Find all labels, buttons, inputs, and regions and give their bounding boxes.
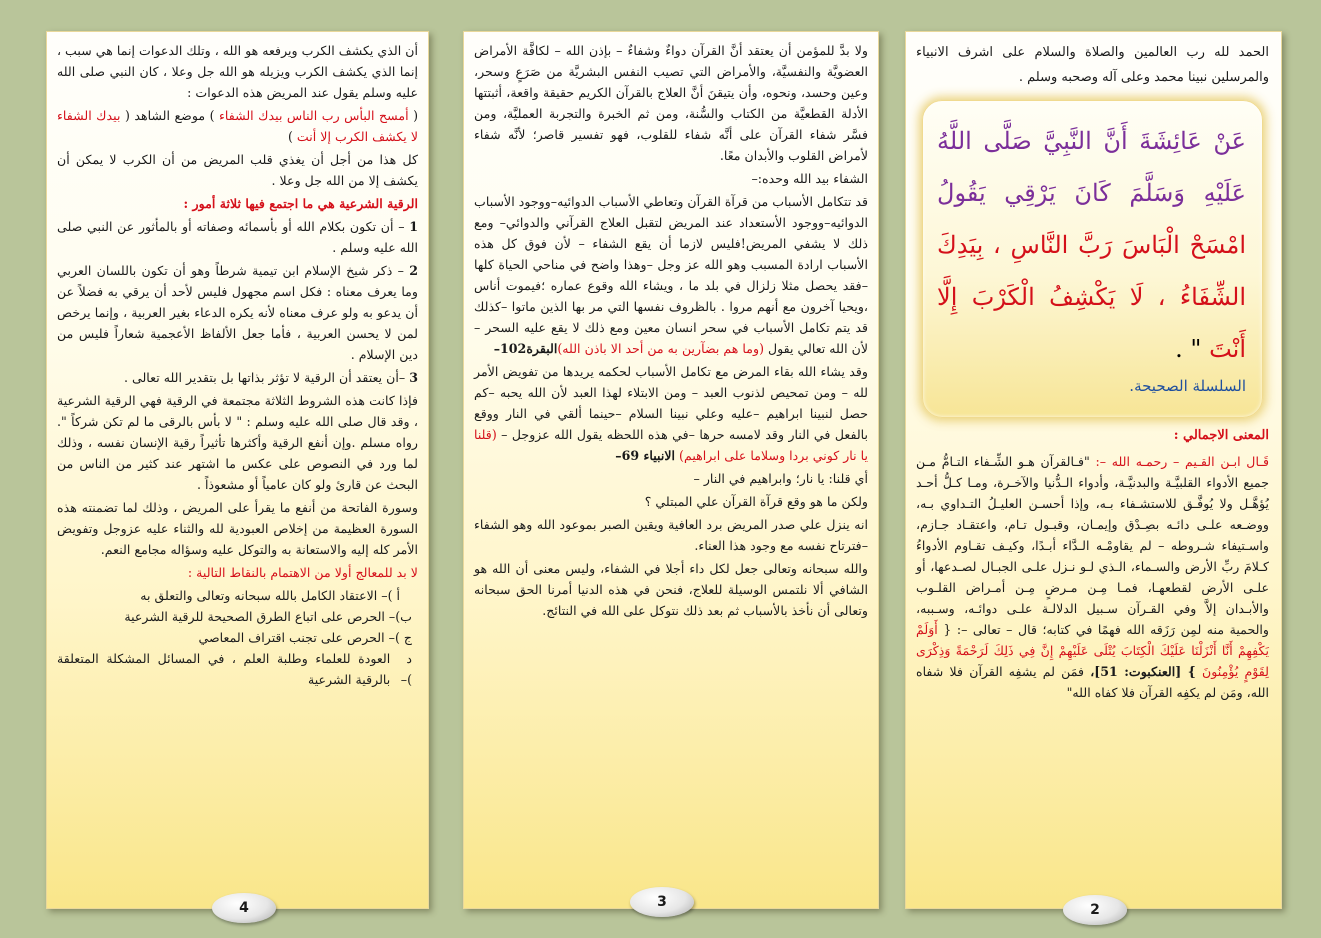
meaning-title: المعنى الاجمالي : (1173, 428, 1269, 443)
page-3-para-3: قد تتكامل الأسباب من قرآة القرآن وتعاطي الأسباب الدوائيه–ووجود الأسباب الدوائيه–ووجود الأستعداد عند المريض لتقبل العلاج القرآني والدوائي– ومع ذلك لا يشفي المريض!فليس لازما أن يقع الشفاء – لأن فوق كل هذه الأسباب ارادة المسبب وهو الله عز وجل –وهذا واضح في مناحي الحياة كلها –فقد يحصل مثلا زلزال في بلد ما ، ويشاء الله وقوع عماره ؛فيموت أناس ،ويحيا آخرون مع أنهم مروا . بالظروف نفسها التي مر بها الذين ماتوا –كذلك قد يتم تكامل الأسباب في سحر انسان معين ومع ذلك لا يقع عليه السحر –لأن الله تعالي يقول (وما هم بضآرين به من أحد الا باذن الله)البقرة102– (474, 194, 868, 356)
page-number-2: 2 (1063, 895, 1127, 925)
page-3-text (474, 40, 868, 621)
hadith-source: السلسلة الصحيحة. (1129, 377, 1246, 395)
hadith-box (922, 100, 1263, 418)
condition-2: 2 – ذكر شيخ الإسلام ابن تيمية شرطاً وهو أن تكون باللسان العربي وما يعرف معناه : فكل اسم مجهول فليس لأحد أن يرقي به فضلاً عن أن يدعو به ولو عرف معناه لأنه يكره الدعاء بغير العربية ، وإنما يرخص لمن لا يحسن العربية ، فأما جعل الألفاظ الأعجمية شعاراً فليس من دين الإسلام . (57, 263, 418, 362)
quran-quote-anbiya: (قلنا يا نار كوني بردا وسلاما على ابراهيم) (474, 427, 868, 463)
hadith-narration: عَنْ عَائِشَةَ أَنَّ النَّبِيَّ صَلَّى اللَّهُ عَلَيْهِ وَسَلَّمَ كَانَ يَرْقِي يَقُولُ (937, 127, 1246, 207)
page-3-para-6: ولكن ما هو وقع قرآة القرآن علي المبتلي ؟ (644, 494, 868, 509)
point-a: أ )– الاعتقاد الكامل بالله سبحانه وتعالى والتعلق به (140, 588, 400, 603)
page-3-para-5: أي قلنا: يا نار؛ وابراهيم في النار – (693, 471, 868, 486)
quran-quote-baqarah: (وما هم بضآرين به من أحد الا باذن الله) (557, 341, 764, 356)
page-3-para-8: والله سبحانه وتعالى جعل لكل داء أجلا في الشفاء، وليس معنى أن الله هو الشافي ألا نلتمس الوسيلة للعلاج، فنحن في هذه الدنيا أمرنا الحق سبحانه وتعالى أن نأخذ بالأسباب ثم بعد ذلك نتوكل على الله في النتائج. (474, 561, 868, 618)
page-4-para-5: وسورة الفاتحة من أنفع ما يقرأ على المريض ، وذلك لما تضمنته هذه السورة العظيمة من إخلاص العبودية لله والثناء عليه عزوجل وتفويض الأمر كله إليه والاستعانة به والتوكل عليه وسؤاله مجامع النعم. (57, 500, 418, 557)
page-2-intro: الحمد لله رب العالمين والصلاة والسلام على اشرف الانبياء والمرسلين نبينا محمد وعلى آله وصحبه وسلم . (916, 45, 1269, 85)
dua-quote-1: أمسح البأس رب الناس بيدك الشفاء (218, 108, 409, 123)
page-number-3: 3 (630, 887, 694, 917)
hadith-text: عَنْ عَائِشَةَ أَنَّ النَّبِيَّ صَلَّى اللَّهُ عَلَيْهِ وَسَلَّمَ كَانَ يَرْقِي يَقُولُ امْسَحْ الْبَاسَ رَبَّ النَّاسِ ، بِيَدِكَ الشِّفَاءُ ، لَا يَكْشِفُ الْكَرْبَ إِلَّا أَنْتَ " . (937, 127, 1246, 363)
ayah-ankabut: أَوَلَمْ يَكْفِهِمْ أَنَّا أَنْزَلْنَا عَلَيْكَ الْكِتَابَ يُتْلَى عَلَيْهِمْ إِنَّ فِي ذَلِكَ لَرَحْمَةً وَذِكْرَى لِقَوْمٍ يُؤْمِنُونَ (916, 622, 1269, 679)
condition-3: 3 –أن يعتقد أن الرقية لا تؤثر بذاتها بل بتقدير الله تعالى . (123, 370, 418, 385)
page-3-para-4: وقد يشاء الله بقاء المرض مع تكامل الأسباب لحكمه يريدها من تفويض الأمر لله – ومن تمحيص لذنوب العبد – ومن الابتلاء لهذا العبد لأن الله يحبه –كم حصل لنبينا ابراهيم –عليه وعلي نبينا السلام –حينما ألقي في النار ووقع بالفعل في النار وقد لامسه حرها –في هذه اللحظه يقول الله عزوجل – (قلنا يا نار كوني بردا وسلاما على ابراهيم) الانبياء 69– (474, 364, 868, 463)
scholar-name: قَـال ابـن القـيم – رحمـه الله –: (1095, 454, 1270, 469)
page-4-text (57, 40, 418, 690)
page-2-body: قَـال ابـن القـيم – رحمـه الله –: "فـالقرآن هـو الشِّـفاء التـامُّ مـن جميع الأدواء القلبيَّـة والبدنيَّـة، وأدواء الـدُّنيا والآخـرة، ومـا كـلُّ أحـد يُؤهَّـل ولا يُوفَّـق للاستشـفاء بـه، وإذا أحسـن العليـلُ التـداوي بـه، ووضـعه علـى دائـه بصِـدْق وإيمـان، وقبـول تـام، واعتقـاد جـازم، واسـتيفاء شـروطه – لم يقاومْـه الـدَّاء أبـدًا، وكيـف تقـاوم الأدواءُ كـلامَ ربِّ الأرض والسـماء، الـذي لـو نـزل علـى الجبـال لصـدعها، أو علـى الأرض لقطعهـا، فمـا مِـن مـرضٍ مِـن أمـراض القلـوب والأبـدان إلاَّ وفي القـرآن سـبيل الدلالـة علـى دوائـه، وسـببه، والحمية منه لمِن رَزَقه الله فهمًا في كتابه؛ قال – تعالى –: { أَوَلَمْ يَكْفِهِمْ أَنَّا أَنْزَلْنَا عَلَيْكَ الْكِتَابَ يُتْلَى عَلَيْهِمْ إِنَّ فِي ذَلِكَ لَرَحْمَةً وَذِكْرَى لِقَوْمٍ يُؤْمِنُونَ } [العنكبوت: 51]، فمَن لم يشفِه القرآن فلا شفاه الله، ومَن لم يكفِه القرآن فلا كفاه الله" (916, 454, 1270, 700)
page-4-para-4: فإذا كانت هذه الشروط الثلاثة مجتمعة في الرقية فهي الرقية الشرعية ، وقد قال صلى الله عليه وسلم : " لا بأس بالرقى ما لم تكن شركاً ". رواه مسلم .وإن أنفع الرقية وأكثرها تأثيراً رقية الإنسان نفسه ، وذلك لما ورد في النصوص على عكس ما اشتهر عند كثير من الناس من البحث عن قارئ ولو كان عامياً أو مشعوذاً . (57, 393, 418, 492)
point-b: ب)– الحرص على اتباع الطرق الصحيحة للرقية الشرعية (124, 609, 412, 624)
page-3-panel (463, 31, 879, 909)
page-4-para-3: كل هذا من أجل أن يغذي قلب المريض من أن الكرب لا يمكن أن يكشف إلا من الله جل وعلا . (57, 152, 418, 188)
point-c: ج )– الحرص على تجنب اقتراف المعاصي (198, 630, 412, 645)
page-3-para-1: ولا بدَّ للمؤمن أن يعتقد أنَّ القرآن دواءٌ وشفاءٌ – بإذن الله – لكافَّة الأمراض العضويَّة والنفسيَّة، والأمراض التي تصيب النفس البشريَّة من صَرَعٍ وسحر، وعين وحسد، ونحوه، وأن يتيقنَ أنَّ العلاج بالقرآن الكريم حقيقة واقعة، أثبتتها الأدلة القطعيَّة من الكتاب والسُّنة، ومن ثم الخبرة والتجربة العمليَّة، ومن فسَّر شفاء القرآن على أنَّه شفاء للقلوب، فهو تفسير قاصر؛ لأنَّه شفاء لأمراض القلوب والأبدان معًا. (474, 43, 868, 163)
page-4-intro: أن الذي يكشف الكرب ويرفعه هو الله ، وتلك الدعوات إنما هي سبب ، إنما الذي يكشف الكرب ويزيله هو الله جل وعلا ، كان النبي صلى الله عليه وسلم يقول عند المريض هذه الدعوات : (56, 43, 418, 100)
condition-1: 1 – أن تكون بكلام الله أو بأسمائه وصفاته أو بالمأثور عن النبي صلى الله عليه وسلم . (57, 219, 418, 255)
hadith-dua: امْسَحْ الْبَاسَ رَبَّ النَّاسِ ، بِيَدِكَ الشِّفَاءُ ، لَا يَكْشِفُ الْكَرْبَ إِلَّا أَنْتَ (937, 231, 1246, 363)
healing-heading: الشفاء بيد الله وحده:– (751, 171, 868, 186)
page-4-panel (46, 31, 429, 909)
page-3-para-7: انه ينزل علي صدر المريض برد العافية ويقين الصبر بموعود الله وهو الشفاء –فترتاح نفسه مع وجود هذا العناء. (474, 517, 868, 553)
points-heading: لا بد للمعالج أولا من الاهتمام بالنقاط التالية : (187, 565, 418, 580)
page-4-dua: ( أمسح البأس رب الناس بيدك الشفاء ) موضع الشاهد ( بيدك الشفاء لا يكشف الكرب إلا أنت ) (57, 108, 418, 144)
point-d: د )– العودة للعلماء وطلبة العلم ، في المسائل المشكلة المتعلقة بالرقية الشرعية (57, 651, 412, 687)
dua-quote-2: بيدك الشفاء لا يكشف الكرب إلا أنت (57, 108, 418, 144)
page-number-4: 4 (212, 893, 276, 923)
conditions-heading: الرقية الشرعية هي ما اجتمع فيها ثلاثة أمور : (183, 196, 418, 211)
page-2-panel (905, 31, 1282, 909)
